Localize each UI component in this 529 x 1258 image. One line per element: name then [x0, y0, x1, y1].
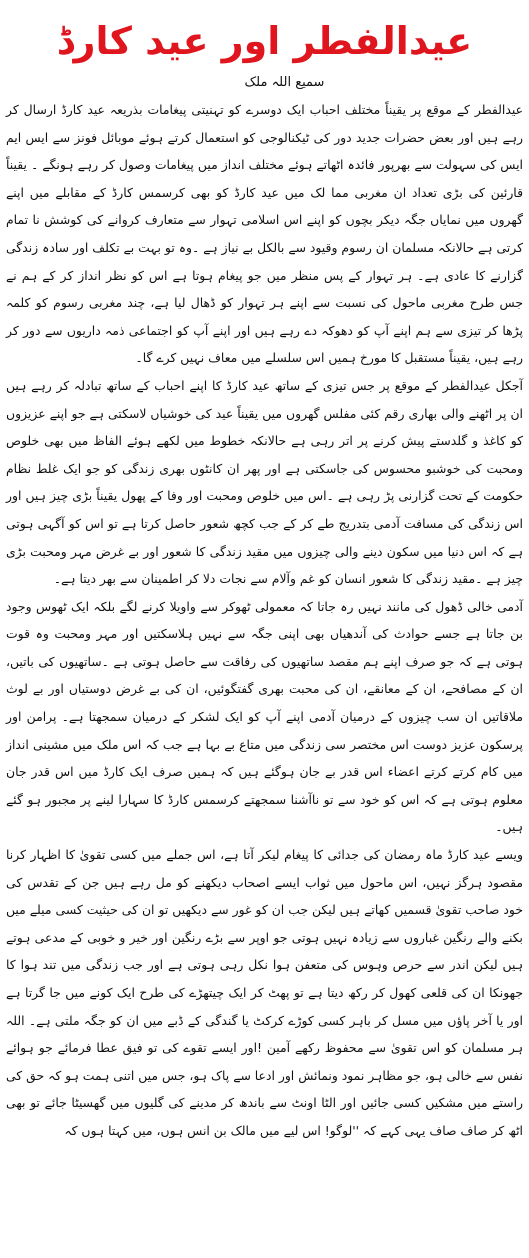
paragraph-1: عیدالفطر کے موقع پر یقیناً مختلف احباب ایک دوسرے کو تہنیتی پیغامات بذریعہ عید کارڈ ارسال کر رہے ہیں اور بعض حضرات جدید دور کی ٹیکنالوجی کو استعمال کرتے ہوئے موبائل فونز سے ایس ایم ایس کی سہولت سے بھرپور فائدہ اٹھاتے ہوئے مختلف انداز میں پیغامات وصول کر رہے ہونگے ۔ یقیناً قارئین کی بڑی تعداد ان مغربی مما لک میں عید کارڈ کو بھی کرسمس کارڈ کے مقابلے میں اپنے گھروں میں نمایاں جگہ دیکر بچوں کو اپنے اس اسلامی تہوار سے متعارف کروانے کی کوشش نا تمام کرتی ہے حالانکہ مسلمان ان رسوم وقیود سے بالکل بے نیاز ہے ۔وہ تو بہت بے تکلف اور سادہ زندگی گزارنے کا عادی ہے۔ ہر تہوار کے پس منظر میں جو پیغام ہوتا ہے اس کو نظر انداز کر کے ہم نے جس طرح مغربی ماحول کی نسبت سے اپنے ہر تہوار کو ڈھال لیا ہے، چند مغربی رسوم کو کلمہ پڑھا کر تیزی سے ہم اپنے آپ کو دھوکہ دے رہے ہیں اور اپنے آپ کو اجتماعی ذمہ داریوں سے دور کر رہے ہیں، یقیناً مستقبل کا مورخ ہمیں اس سلسلے میں معاف نہیں کرے گا۔: [5, 102, 523, 366]
paragraph-2: آجکل عیدالفطر کے موقع پر جس تیزی کے ساتھ عید کارڈ کا اپنے احباب کے ساتھ تبادلہ کر رہے ہیں ان پر اٹھنے والی بھاری رقم کئی مفلس گھروں میں یقیناً عید کی خوشیاں لاسکتی ہے جو اپنے عزیزوں کو کاغذ و گلدستے پیش کرنے پر اتر رہی ہے حالانکہ خطوط میں لکھے ہوئے الفاظ میں بھی خلوص ومحبت کی خوشبو محسوس کی جاسکتی ہے اور پھر ان کانٹوں بھری زندگی کو جو ایک غلط نظام حکومت کے تحت گزارنی پڑ رہی ہے ۔اس میں خلوص ومحبت اور وفا کے پھول یقیناً بڑی چیز ہیں اور اس زندگی کی مسافت آدمی بتدریج طے کر کے جب کچھ شعور حاصل کرتا ہے تو اس کو آگہی ہوتی ہے کہ اس دنیا میں سکون دینے والی چیزوں میں مقید زندگی کا شعور اور بے غرض مہر ومحبت بڑی چیز ہے ۔مقید زندگی کا شعور انسان کو غم وآلام سے نجات دلا کر اطمینان سے بھر دیتا ہے۔: [6, 377, 523, 587]
paragraph-4: ویسے عید کارڈ ماہ رمضان کی جدائی کا پیغام لیکر آتا ہے، اس جملے میں کسی تقویٰ کا اظہار کرنا مقصود ہرگز نہیں، اس ماحول میں ثواب ایسے اصحاب دیکھنے کو مل رہے ہیں جن کے تقدس کی خود صاحب تقویٰ قسمیں کھاتے ہیں لیکن جب ان کو غور سے دیکھیں تو ان کی حیثیت کسی میلے میں بکنے والے رنگین غباروں سے زیادہ نہیں ہوتی جو اوپر سے بڑے رنگین اور خیر و خوبی کے مدعی ہوتے ہیں لیکن اندر سے حرص وہوس کی متعفن ہوا نکل رہی ہوتی ہے اور جب زندگی میں تند ہوا کا جھونکا ان کی قلعی کھول کر رکھ دیتا ہے تو پھٹ کر ایک چیتھڑے کی طرح ایک کونے میں جا گرتا ہے اور یا آخر پاؤں میں مسل کر باہر کسی کوڑے کرکٹ یا گندگی کے ڈبے میں ان کو جگہ ملتی ہے۔ اللہ ہر مسلمان کو اس تقویٰ سے محفوظ رکھے آمین !اور ایسے تقوے کی تو فیق عطا فرمائے جو ہوائے نفس سے خالی ہو، جو مظاہر نمود ونمائش اور ادعا سے پاک ہو، جس میں اتنی ہمت ہو کہ حق کی راستے میں مشکیں کسی جائیں اور الٹا اونٹ سے باندھ کر مدینے کی گلیوں میں گھسیٹا جائے تو بھی اٹھ کر صاف صاف یہی کہے کہ ''لوگو! اس لیے میں مالک بن انس ہوں، میں کہتا ہوں کہ: [5, 847, 523, 1138]
paragraph-3: آدمی خالی ڈھول کی مانند نہیں رہ جاتا کہ معمولی ٹھوکر سے واویلا کرنے لگے بلکہ ایک ٹھوس وجود بن جاتا ہے جسے حوادث کی آندھیاں بھی اپنی جگہ سے نہیں ہلاسکتیں اور مہر ومحبت وہ قوت ہوتی ہے کہ جو صرف اپنے ہم مقصد ساتھیوں کی رفاقت سے حاصل ہوتی ہے ۔ساتھیوں کی باتیں، ان کے مصافحے، ان کے معانقے، ان کی محبت بھری گفتگوئیں، ان کی بے غرض دوستیاں اور بے لوث ملاقاتیں ان سب چیزوں کے درمیان آدمی اپنے آپ کو ایک لشکر کے درمیان سمجھتا ہے۔ پرامن اور پرسکون عزیز دوست اس مختصر سی زندگی میں متاع بے بہا ہے جب کہ اس ملک میں مشینی انداز میں کام کرتے کرتے اعضاء اس قدر بے جان ہوگئے ہیں کہ ہمیں صرف ایک کارڈ میں اس قدر جان معلوم ہوتی ہے کہ اس کو خود سے تو ناآشنا سمجھتے کرسمس کارڈ کا سہارا لینے پر مجبور ہو گئے ہیں۔: [6, 598, 523, 835]
author-byline: سمیع اللہ ملک: [244, 75, 325, 90]
article-body: [6, 96, 523, 1145]
article-title: عیدالفطر اور عید کارڈ: [56, 19, 473, 63]
